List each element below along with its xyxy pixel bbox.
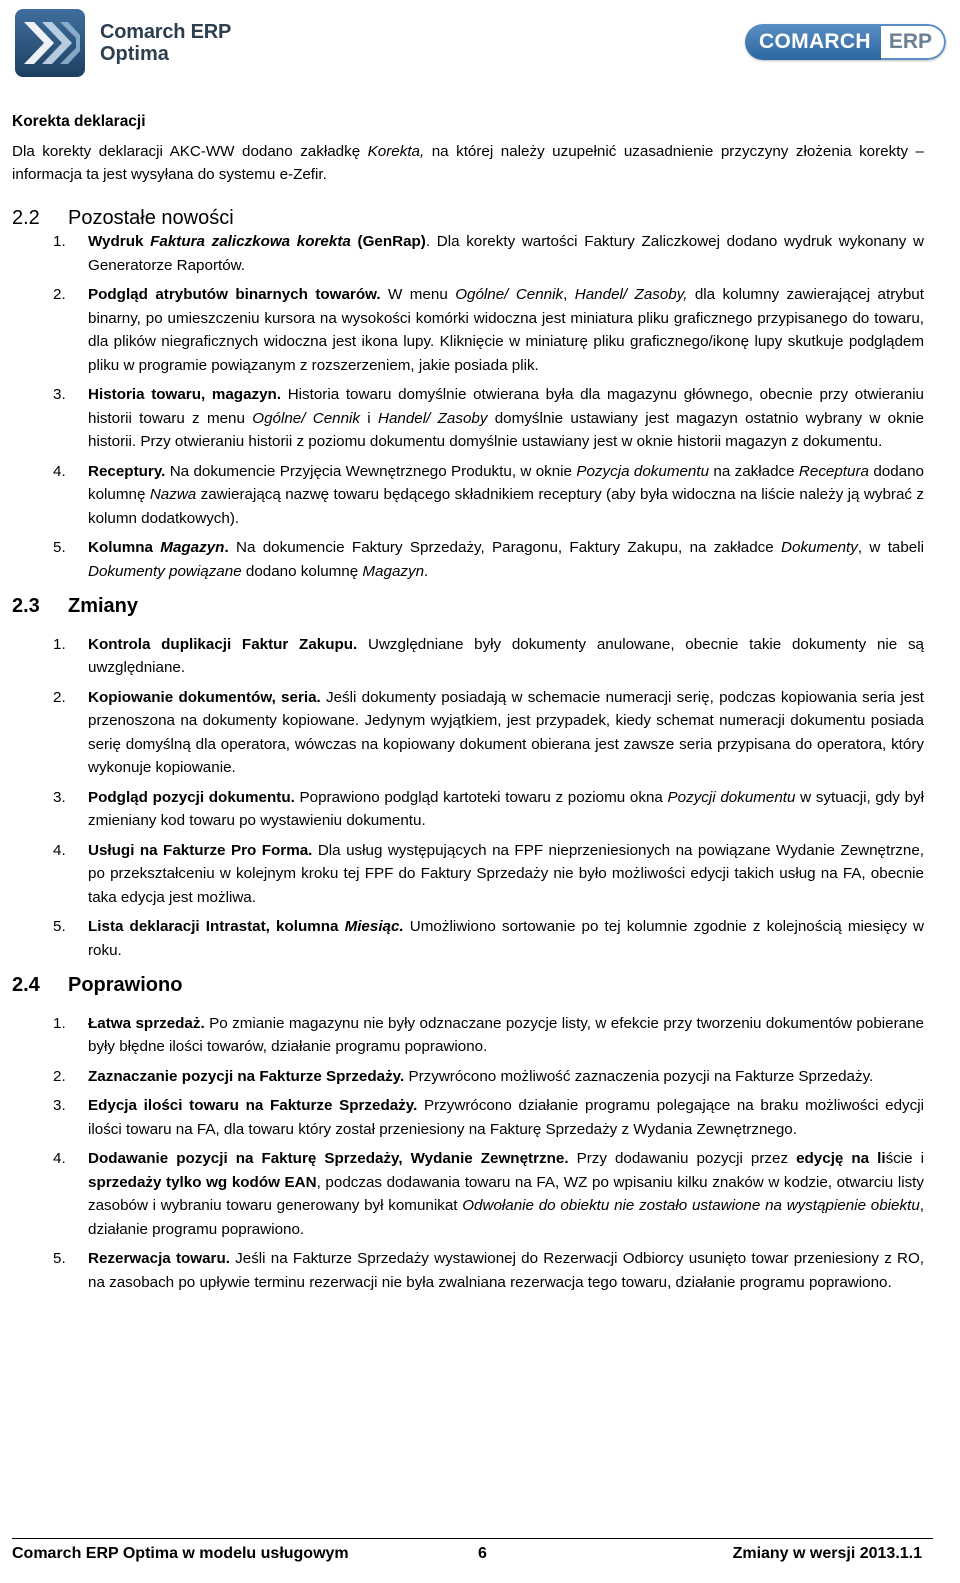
- list-item-text: dla kolumny zawierającej atrybut binarny, po umieszczeniu kursora na wysokości komórki widoczna jest miniatura pliku graficznego przypisanego do towaru, dla plików niegraficznych widoczna jest ikona lupy. Kliknięcie w miniaturę pliku graficznego/ikonę lupy skutkuje podglądem pliku w programie powiązanym z rozszerzeniem, jakie posiada plik.: [88, 286, 924, 374]
- list-item-text: ście i: [885, 1150, 924, 1167]
- list-item-text: Pozycja dokumentu: [576, 462, 710, 480]
- page-footer: [12, 1545, 922, 1569]
- list-item-text: Umożliwiono sortowanie po tej kolumnie zgodnie z kolejnością miesięcy w roku.: [88, 918, 924, 959]
- list-item-text: Dodawanie pozycji na Fakturę Sprzedaży, Wydanie Zewnętrzne.: [88, 1150, 569, 1167]
- page-header: [0, 0, 960, 90]
- list-item-text: Pozycji dokumentu: [667, 788, 796, 806]
- list-item-text: Kopiowanie dokumentów, seria.: [88, 688, 321, 706]
- list-item-text: Jeśli dokumenty posiadają w schemacie numeracji serię, podczas kopiowania seria jest przenoszona na dokumenty kopiowane. Jedynym wyjątkiem, jest przypadek, kiedy schemat numeracji dokumentu posiada serię domyślną dla operatora, wówczas na kopiowany dokument obierana jest zawsze seria przypisana do operatora, który wykonuje kopiowanie.: [88, 688, 924, 776]
- list-item-text: dodano kolumnę: [88, 462, 925, 503]
- list-item-text: Przywrócono działanie programu polegające na braku możliwości edycji ilości towaru na FA, dla towaru który został przeniesiony na Fakturę Sprzedaży z Wydania Zewnętrznego.: [88, 1097, 924, 1138]
- list-item-text: Lista deklaracji Intrastat, kolumna: [88, 918, 345, 935]
- comarch-erp-optima-logo: [14, 8, 231, 78]
- list-item-text: .: [424, 562, 429, 580]
- list-item-text: Ogólne/ Cennik: [455, 286, 564, 303]
- list-item-number: 1.: [53, 635, 66, 653]
- list-item: [12, 230, 924, 277]
- list-item-number: 2.: [53, 1067, 66, 1085]
- list-item-text: dodano kolumnę: [241, 562, 363, 580]
- list-item-number: 2.: [53, 286, 66, 303]
- list-item-text: Handel/ Zasoby: [377, 409, 488, 427]
- list-item: [12, 383, 924, 454]
- section-title: Pozostałe nowości: [68, 206, 234, 229]
- list-zmiany: [12, 633, 924, 963]
- list-item-text: , podczas dodawania towaru na FA, WZ po wpisaniu kilku znaków w kodzie, otwarciu listy zasobów i wybraniu towaru generowany był komunikat: [88, 1173, 924, 1214]
- list-item-text: Dokumenty powiązane: [88, 562, 242, 580]
- list-item-number: 3.: [53, 788, 66, 806]
- footer-divider: [12, 1538, 933, 1539]
- list-item-number: 5.: [53, 539, 66, 556]
- list-item-text: Poprawiono podgląd kartoteki towaru z poziomu okna: [294, 788, 668, 806]
- comarch-erp-badge: [745, 24, 946, 60]
- list-item-text: Ogólne/ Cennik: [252, 409, 361, 427]
- list-item-text: Receptura: [798, 462, 869, 480]
- section-heading-2-3: [12, 595, 924, 619]
- korekta-paragraph: [12, 140, 924, 187]
- list-item-text: Kolumna: [88, 539, 161, 556]
- list-item: [12, 633, 924, 680]
- korekta-text-a: Dla korekty deklaracji AKC-WW dodano zakładkę: [12, 142, 368, 160]
- list-item: [12, 1147, 924, 1241]
- logo-line-2: Optima: [100, 43, 169, 65]
- list-item-text: Historia towaru domyślnie otwierana była dla magazynu głównego, obecnie przy otwieraniu historii towaru z menu: [88, 386, 925, 427]
- list-item-text: Przy dodawaniu pozycji przez: [568, 1150, 797, 1167]
- section-title: Poprawiono: [68, 974, 183, 996]
- list-item-text: Odwołanie do obiektu nie zostało ustawione na wystąpienie obiektu: [462, 1197, 920, 1214]
- section-number: 2.4: [12, 974, 40, 996]
- list-item-text: Faktura zaliczkowa korekta: [150, 233, 351, 250]
- list-item-text: Usługi na Fakturze Pro Forma.: [88, 841, 313, 859]
- list-item-text: W menu: [380, 286, 456, 303]
- list-poprawiono: [12, 1012, 924, 1295]
- list-item-text: , działanie programu poprawiono.: [88, 1197, 924, 1238]
- list-item-text: Kontrola duplikacji Faktur Zakupu.: [88, 635, 358, 653]
- list-item-text: Przywrócono możliwość zaznaczenia pozycji na Fakturze Sprzedaży.: [404, 1067, 874, 1085]
- section-number: 2.2: [12, 206, 40, 229]
- list-item-number: 1.: [53, 233, 66, 250]
- list-item-text: Na dokumencie Przyjęcia Wewnętrznego Produktu, w oknie: [165, 462, 577, 480]
- logo-wordmark: [100, 21, 231, 65]
- list-item-number: 3.: [53, 386, 66, 403]
- list-item: [12, 839, 924, 910]
- list-item-text: edycję na li: [796, 1150, 886, 1167]
- list-item-text: Na dokumencie Faktury Sprzedaży, Paragonu, Faktury Zakupu, na zakładce: [228, 539, 782, 556]
- list-item-text: ,: [563, 286, 575, 303]
- list-item-number: 4.: [53, 1150, 66, 1167]
- section-number: 2.3: [12, 595, 40, 617]
- korekta-text-b: Korekta,: [367, 142, 425, 160]
- list-item-number: 4.: [53, 462, 66, 480]
- badge-brand: COMARCH: [745, 24, 881, 60]
- list-item-text: . Dla korekty wartości Faktury Zaliczkowej dodano wydruk wykonany w Generatorze Raportów.: [88, 233, 924, 274]
- list-item-text: Wydruk: [88, 233, 151, 250]
- list-item-text: .: [224, 539, 229, 556]
- list-item-text: Łatwa sprzedaż.: [88, 1014, 205, 1032]
- list-item-text: sprzedaży tylko wg kodów EAN: [88, 1173, 317, 1191]
- list-item: [12, 1094, 924, 1141]
- list-item-number: 3.: [53, 1097, 66, 1114]
- list-item-text: Podgląd pozycji dokumentu.: [88, 788, 295, 806]
- list-item-number: 1.: [53, 1014, 66, 1032]
- korekta-text-c: na której należy uzupełnić uzasadnienie przyczyny złożenia korekty – informacja ta jest wysyłana do systemu e-Zefir.: [12, 142, 924, 183]
- footer-product: Comarch ERP Optima w modelu usługowym: [12, 1545, 349, 1562]
- list-item-text: domyślnie ustawiany jest magazyn ostatnio wybrany w oknie historii. Przy otwieraniu historii z poziomu dokumentu domyślnie ustawiany jest w oknie historii magazyn z dokumentu.: [88, 409, 924, 450]
- list-item-text: Po zmianie magazynu nie były odznaczane pozycje listy, w efekcie przy tworzeniu dokumentów pobierane były błędne ilości towarów, działanie programu poprawiono.: [88, 1014, 924, 1055]
- list-item-number: 5.: [53, 1250, 66, 1267]
- footer-version: Zmiany w wersji 2013.1.1: [732, 1545, 922, 1562]
- list-item-text: Magazyn: [362, 562, 425, 580]
- list-item: [12, 1247, 924, 1294]
- list-item: [12, 915, 924, 962]
- korekta-heading: Korekta deklaracji: [12, 113, 146, 130]
- list-item-text: Podgląd atrybutów binarnych towarów.: [88, 286, 381, 303]
- list-item-text: Receptury.: [88, 462, 166, 480]
- list-item-text: Uwzględniane były dokumenty anulowane, obecnie takie dokumenty nie są uwzględniane.: [88, 635, 925, 676]
- list-item-number: 4.: [53, 841, 66, 859]
- list-item-text: Dokumenty: [781, 539, 858, 556]
- list-item: [12, 1012, 924, 1059]
- optima-logo-icon: [14, 8, 86, 78]
- badge-erp: ERP: [881, 24, 946, 60]
- list-item-text: (GenRap): [350, 233, 426, 250]
- list-item: [12, 460, 924, 531]
- list-item: [12, 686, 924, 780]
- list-item-text: w sytuacji, gdy był zmieniany kod towaru po wystawieniu dokumentu.: [88, 788, 924, 829]
- section-title: Zmiany: [68, 595, 139, 617]
- list-item-text: Miesiąc.: [344, 918, 404, 935]
- list-item: [12, 536, 924, 583]
- footer-page-number: 6: [478, 1545, 487, 1562]
- document-body: [12, 110, 924, 1300]
- list-item-number: 2.: [53, 688, 66, 706]
- list-item-text: Jeśli na Fakturze Sprzedaży wystawionej do Rezerwacji Odbiorcy usunięto towar przeniesiony z RO, na zasobach po upływie terminu rezerwacji nie była zwalniana rezerwacja tego towaru, działanie programu poprawiono.: [88, 1250, 924, 1291]
- list-item: [12, 283, 924, 377]
- list-item-text: Handel/ Zasoby,: [574, 286, 688, 303]
- list-item-text: , w tabeli: [857, 539, 924, 556]
- list-item-text: Zaznaczanie pozycji na Fakturze Sprzedaży.: [88, 1067, 405, 1085]
- list-item: [12, 786, 924, 833]
- list-item-text: na zakładce: [709, 462, 799, 480]
- list-item-text: zawierającą nazwę towaru będącego składnikiem receptury (aby była widoczna na liście należy ją wybrać z kolumn dodatkowych).: [88, 486, 924, 527]
- list-item-number: 5.: [53, 918, 66, 935]
- list-item-text: Magazyn: [160, 539, 225, 556]
- logo-line-1: Comarch ERP: [100, 21, 232, 43]
- list-item: [12, 1065, 924, 1089]
- list-item-text: Nazwa: [149, 486, 197, 503]
- list-item-text: Historia towaru, magazyn.: [88, 386, 282, 403]
- list-pozostale-nowosci: [12, 230, 924, 583]
- section-heading-2-2: [12, 207, 924, 231]
- list-item-text: Edycja ilości towaru na Fakturze Sprzedaży.: [88, 1097, 418, 1114]
- list-item-text: Rezerwacja towaru.: [88, 1250, 230, 1267]
- section-heading-2-4: [12, 974, 924, 998]
- list-item-text: i: [360, 409, 378, 427]
- list-item-text: Dla usług występujących na FPF nieprzeniesionych na powiązane Wydanie Zewnętrzne, po przekształceniu w kolejnym kroku tej FPF do Faktury Sprzedaży nie było możliwości edycji takich usług na FA, obecnie taka edycja jest możliwa.: [88, 841, 924, 906]
